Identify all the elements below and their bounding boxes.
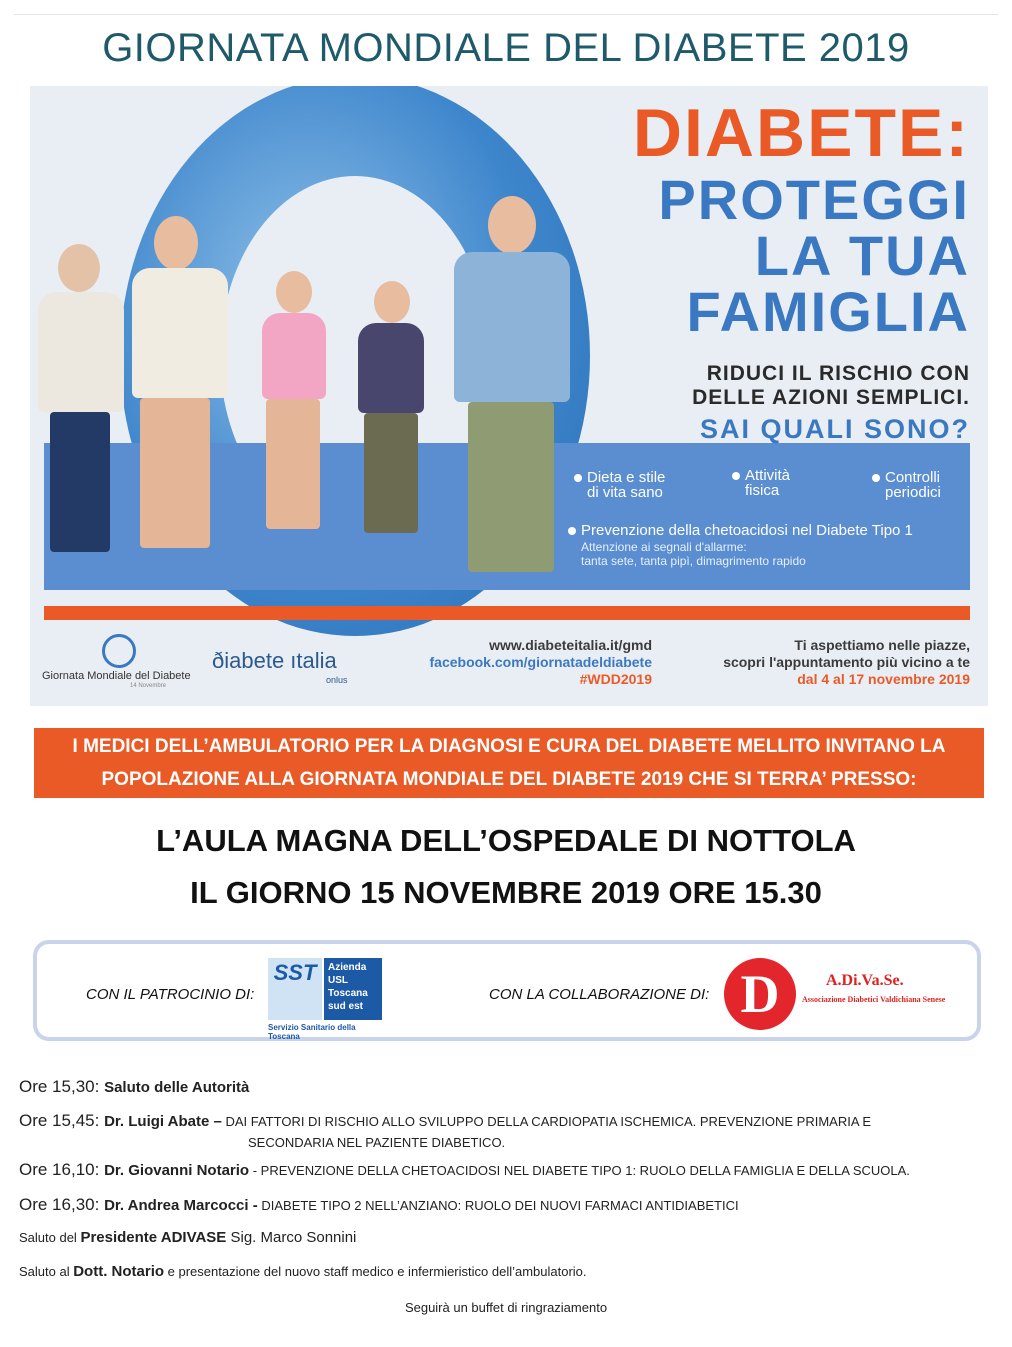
- diabete-italia-logo: ðiabete ıtalia: [212, 648, 337, 673]
- bullet-dieta: Dieta e stile di vita sano: [574, 470, 665, 500]
- adivase-subtitle: Associazione Diabetici Valdichiana Senese: [802, 995, 946, 1004]
- bullet-attivita: Attività fisica: [732, 468, 790, 498]
- gmd-ring-logo: [102, 634, 136, 668]
- program-item: Ore 15,30: Saluto delle Autorità: [19, 1077, 250, 1096]
- poster-orange-bar: [44, 606, 970, 620]
- closing-note: Seguirà un buffet di ringraziamento: [404, 1300, 608, 1315]
- collaboration-label: CON LA COLLABORAZIONE DI:: [489, 986, 710, 1003]
- program-item: Ore 15,45: Dr. Luigi Abate – DAI FATTORI DI RISCHIO ALLO SVILUPPO DELLA CARDIOPATIA ISCHEMICA. PREVENZIONE PRIMARIA E: [19, 1111, 872, 1130]
- venue-date: IL GIORNO 15 NOVEMBRE 2019 ORE 15.30: [190, 875, 822, 910]
- top-divider: [14, 14, 998, 15]
- headline-diabete: DIABETE:: [632, 95, 970, 171]
- event-dates: dal 4 al 17 novembre 2019: [797, 671, 970, 687]
- invitation-banner: I MEDICI DELL’AMBULATORIO PER LA DIAGNOSI E CURA DEL DIABETE MELLITO INVITANO LA POPOLAZIONE ALLA GIORNATA MONDIALE DEL DIABETE 2019 CHE SI TERRA’ PRESSO:: [34, 728, 984, 798]
- bullet-controlli: Controlli periodici: [872, 470, 941, 500]
- patronage-label: CON IL PATROCINIO DI:: [86, 986, 255, 1003]
- page-title: GIORNATA MONDIALE DEL DIABETE 2019: [102, 26, 910, 70]
- president-greeting: Saluto del Presidente ADIVASE Sig. Marco Sonnini: [19, 1229, 357, 1246]
- poster-subtitle: RIDUCI IL RISCHIO CON DELLE AZIONI SEMPLICI.: [692, 362, 970, 409]
- program-item: Ore 16,30: Dr. Andrea Marcocci - DIABETE TIPO 2 NELL’ANZIANO: RUOLO DEI NUOVI FARMACI ANTIDIABETICI: [19, 1195, 739, 1214]
- sst-logo: SST Azienda USL Toscana sud est Servizio Sanitario della Toscana: [268, 958, 383, 1034]
- venue-place: L’AULA MAGNA DELL’OSPEDALE DI NOTTOLA: [156, 823, 856, 858]
- adivase-name: A.Di.Va.Se.: [826, 972, 904, 989]
- prevention-note: Attenzione ai segnali d'allarme: tanta sete, tanta pipì, dimagrimento rapido: [581, 540, 806, 568]
- website-link: www.diabeteitalia.it/gmd: [489, 637, 652, 653]
- hashtag: #WDD2019: [579, 671, 652, 687]
- adivase-logo: D: [724, 958, 796, 1030]
- program-item-continuation: SECONDARIA NEL PAZIENTE DIABETICO.: [248, 1135, 506, 1150]
- poster-links: [382, 637, 652, 688]
- venue-info: [0, 815, 1012, 919]
- campaign-poster: DIABETE: PROTEGGI LA TUA FAMIGLIA RIDUCI IL RISCHIO CON DELLE AZIONI SEMPLICI. SAI QUALI SONO? Dieta e stile di vita sano Attività fisica Controlli periodici Prevenzione della chetoacidosi nel Diabete Tipo 1 Attenzione ai segnali d'allarme: tanta sete, tanta pipì, dimagrimento rapido Giornata Mondiale del Diabete 14 Novembre ðiabete ıtalia onlus www.diabeteitalia.it/gmd facebook.com/giornatadeldiabete #WDD2019 Ti aspettiamo nelle piazze, scopri l'appuntamento più vicino a te dal 4 al 17 novembre 2019: [30, 86, 988, 706]
- facebook-link: facebook.com/giornatadeldiabete: [429, 654, 652, 670]
- program-item: Ore 16,10: Dr. Giovanni Notario - PREVENZIONE DELLA CHETOACIDOSI NEL DIABETE TIPO 1: RUOLO DELLA FAMIGLIA E DELLA SCUOLA.: [19, 1160, 910, 1179]
- girl-figure: [252, 271, 342, 546]
- mother-figure: [122, 216, 242, 566]
- boy-figure: [348, 281, 438, 556]
- poster-invite: Ti aspettiamo nelle piazze, scopri l'appuntamento più vicino a te dal 4 al 17 novembre 2019: [723, 637, 970, 687]
- gmd-logo-text: Giornata Mondiale del Diabete: [42, 670, 191, 682]
- poster-question: SAI QUALI SONO?: [699, 414, 970, 444]
- bullet-prevenzione: Prevenzione della chetoacidosi nel Diabete Tipo 1: [568, 523, 913, 538]
- notario-greeting: Saluto al Dott. Notario e presentazione del nuovo staff medico e infermieristico dell’ambulatorio.: [19, 1263, 587, 1280]
- headline-text: PROTEGGI LA TUA FAMIGLIA: [658, 168, 970, 343]
